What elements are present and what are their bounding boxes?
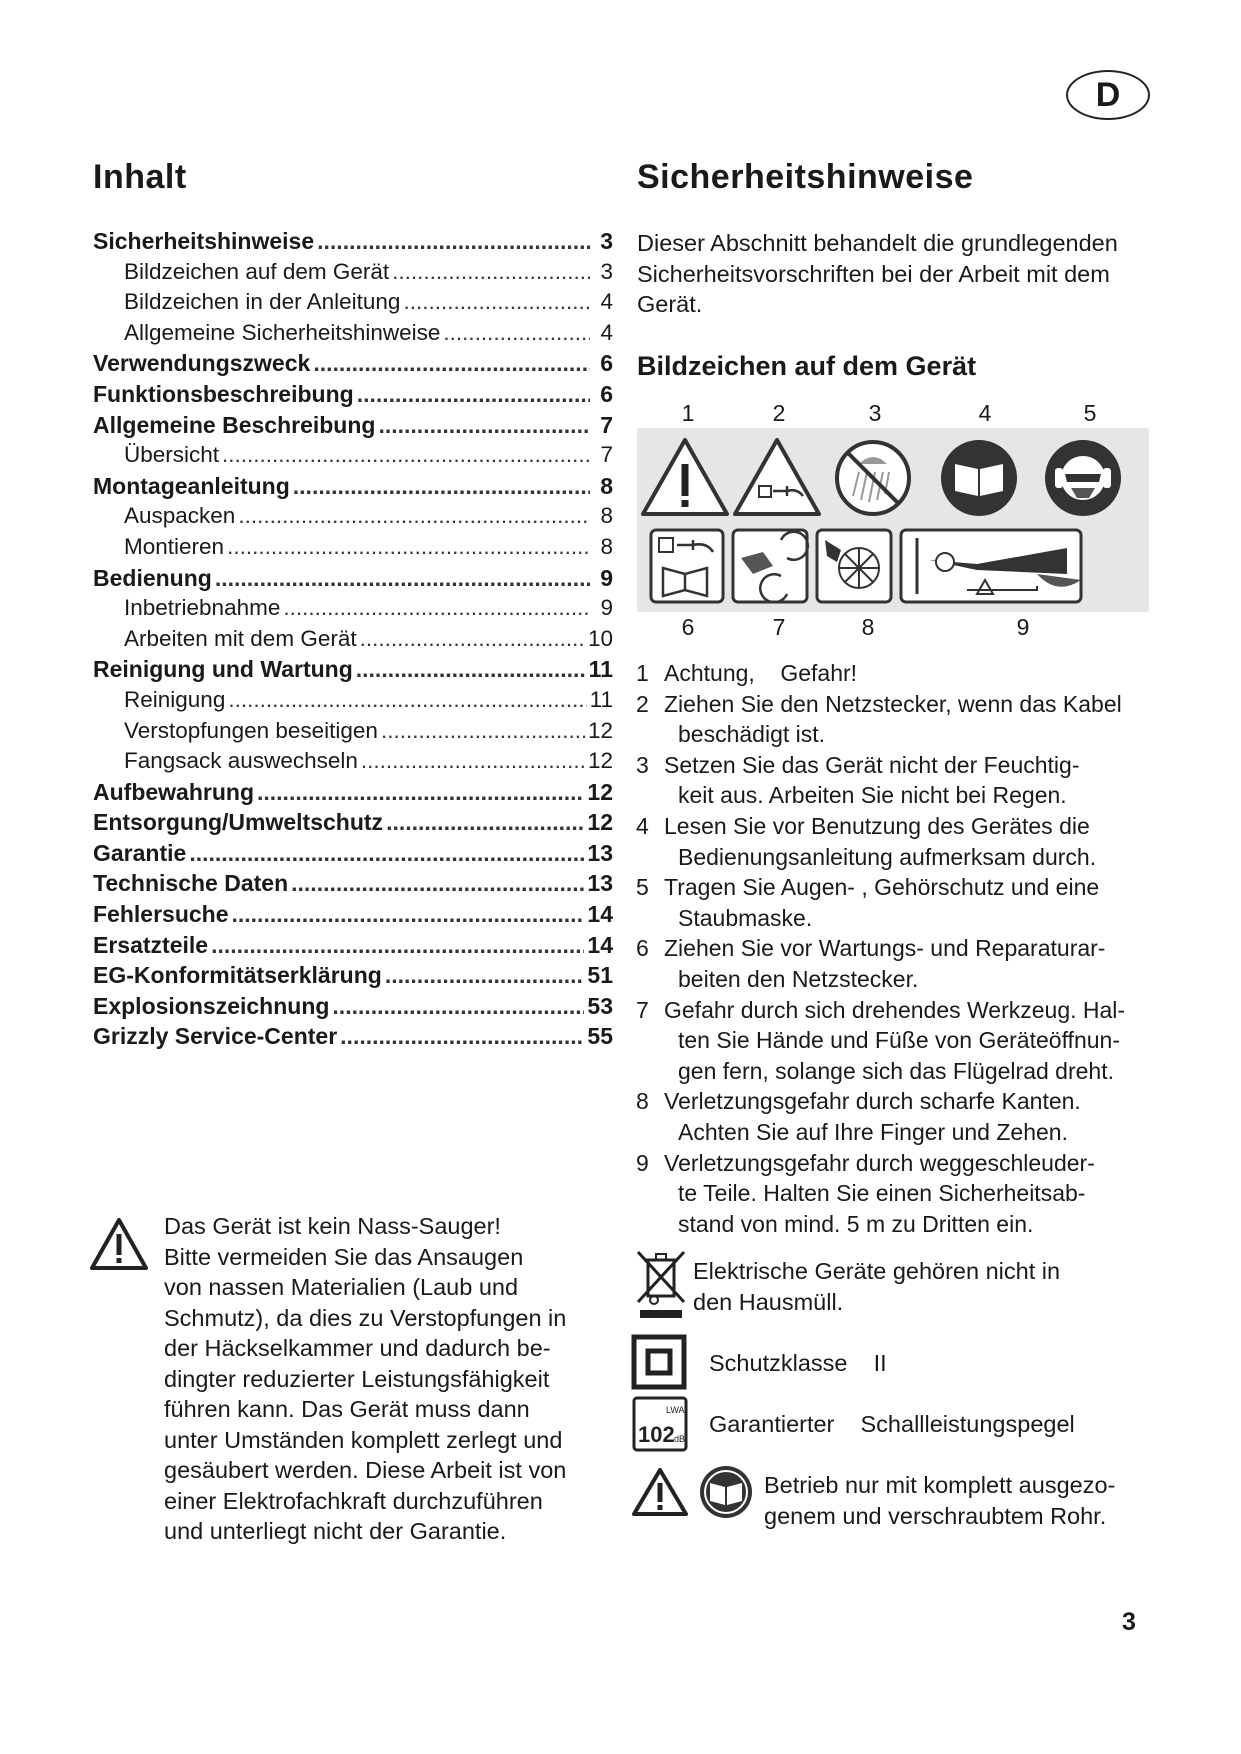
toc-page: 10 — [587, 625, 613, 651]
symbol-explanation-item — [636, 1148, 1156, 1240]
toc-page: 13 — [587, 839, 613, 866]
protection-class-text: Schutzklasse II — [709, 1350, 887, 1376]
item-line: beiten den Netzstecker. — [678, 965, 919, 992]
warning-line: der Häckselkammer und dadurch be- — [164, 1335, 551, 1361]
toc-leader — [211, 932, 584, 959]
toc-leader — [283, 595, 590, 621]
weee-line: Elektrische Geräte gehören nicht in — [693, 1258, 1061, 1284]
tube-line: Betrieb nur mit komplett ausgezo- — [764, 1472, 1116, 1498]
intro-line: Sicherheitsvorschriften bei der Arbeit mit dem — [637, 260, 1110, 287]
toc-entry — [93, 840, 613, 871]
symbol-explanation-item — [636, 995, 1156, 1087]
toc-label: EG-Konformitätserklärung — [93, 962, 382, 989]
toc-label: Montageanleitung — [93, 472, 290, 499]
toc-leader — [340, 1023, 584, 1050]
sound-level-text: Garantierter Schallleistungspegel — [709, 1411, 1075, 1437]
warning-line: unter Umständen komplett zerlegt und — [164, 1426, 563, 1453]
item-line: Setzen Sie das Gerät nicht der Feuchtig- — [664, 751, 1080, 778]
table-of-contents — [93, 228, 613, 1054]
item-number: 6 — [636, 935, 649, 962]
protection-class-ii-icon — [631, 1334, 687, 1390]
manual-book-icon — [698, 1464, 754, 1520]
toc-page: 9 — [600, 595, 613, 621]
toc-entry — [93, 412, 613, 443]
tube-text — [764, 1470, 1164, 1531]
item-line: te Teile. Halten Sie einen Sicherheitsab- — [678, 1180, 1086, 1207]
toc-leader — [222, 442, 590, 468]
safety-intro — [637, 228, 1157, 320]
toc-leader — [360, 626, 585, 652]
toc-label: Fangsack auswechseln — [124, 748, 358, 774]
toc-label: Bedienung — [93, 564, 212, 591]
intro-line: Gerät. — [637, 291, 703, 317]
toc-leader — [238, 503, 590, 529]
item-line: stand von mind. 5 m zu Dritten ein. — [678, 1210, 1034, 1237]
toc-page: 9 — [600, 564, 613, 591]
toc-entry — [93, 779, 613, 810]
symbol-explanation-item — [636, 750, 1156, 811]
toc-label: Arbeiten mit dem Gerät — [124, 625, 357, 651]
item-number: 1 — [636, 660, 649, 686]
toc-label: Allgemeine Sicherheitshinweise — [124, 319, 441, 345]
item-line: Verletzungsgefahr durch scharfe Kanten. — [664, 1088, 1081, 1115]
weee-text — [693, 1256, 1153, 1317]
toc-subentry — [93, 687, 613, 718]
toc-label: Bildzeichen auf dem Gerät — [124, 258, 390, 284]
toc-page: 3 — [600, 228, 613, 254]
toc-subentry — [93, 320, 613, 351]
warning-line: einer Elektrofachkraft durchzuführen — [164, 1487, 543, 1514]
toc-label: Garantie — [93, 839, 187, 866]
toc-leader — [443, 320, 590, 346]
toc-label: Grizzly Service-Center — [93, 1023, 338, 1050]
toc-page: 6 — [600, 380, 613, 407]
item-line: Bedienungsanleitung aufmerksam durch. — [678, 843, 1097, 870]
toc-entry — [93, 565, 613, 596]
toc-label: Verstopfungen beseitigen — [124, 717, 378, 743]
intro-line: Dieser Abschnitt behandelt die grundlegenden — [637, 230, 1118, 256]
toc-label: Reinigung — [124, 686, 226, 712]
toc-entry — [93, 901, 613, 932]
toc-subentry — [93, 442, 613, 473]
item-number: 8 — [636, 1088, 649, 1115]
item-line: Lesen Sie vor Benutzung des Gerätes die — [664, 812, 1090, 839]
toc-label: Übersicht — [124, 442, 220, 468]
toc-leader — [332, 993, 584, 1020]
toc-leader — [385, 962, 585, 989]
toc-page: 11 — [588, 656, 613, 683]
toc-page: 51 — [587, 962, 613, 989]
toc-entry — [93, 228, 613, 259]
toc-leader — [215, 565, 590, 592]
warning-line: und unterliegt nicht der Garantie. — [164, 1518, 507, 1544]
toc-page: 4 — [600, 319, 613, 345]
toc-label: Aufbewahrung — [93, 778, 254, 805]
item-number: 7 — [636, 996, 649, 1023]
protective-gear-icon — [1045, 440, 1121, 516]
toc-page: 6 — [600, 350, 613, 377]
toc-label: Reinigung und Wartung — [93, 656, 353, 683]
symbols-title: Bildzeichen auf dem Gerät — [637, 351, 977, 381]
thrown-objects-icon — [901, 530, 1081, 602]
language-badge: D — [1066, 70, 1150, 120]
toc-page: 8 — [600, 533, 613, 559]
toc-subentry — [93, 289, 613, 320]
toc-page: 14 — [587, 901, 613, 928]
toc-leader — [293, 473, 590, 500]
toc-leader — [189, 840, 584, 867]
no-rain-icon — [837, 442, 909, 514]
toc-leader — [317, 228, 590, 255]
toc-page: 7 — [600, 442, 613, 468]
sound-level-label: LWA — [666, 1405, 685, 1415]
item-line: Ziehen Sie den Netzstecker, wenn das Kabel — [664, 690, 1122, 717]
weee-bin-icon — [634, 1250, 688, 1322]
item-number: 9 — [636, 1149, 649, 1176]
toc-leader — [232, 901, 585, 928]
toc-page: 8 — [600, 503, 613, 529]
toc-page: 14 — [587, 931, 613, 958]
toc-page: 4 — [600, 289, 613, 315]
item-line: gen fern, solange sich das Flügelrad dreht. — [678, 1057, 1114, 1084]
toc-entry — [93, 993, 613, 1024]
weee-line: den Hausmüll. — [693, 1288, 844, 1315]
warning-triangle-icon — [88, 1216, 150, 1272]
toc-label: Allgemeine Beschreibung — [93, 411, 376, 438]
symbol-number: 4 — [978, 400, 992, 426]
wet-material-warning — [164, 1211, 634, 1547]
symbol-explanation-item — [636, 689, 1156, 750]
toc-label: Ersatzteile — [93, 931, 209, 958]
toc-page: 11 — [589, 686, 613, 712]
toc-entry — [93, 1023, 613, 1054]
toc-leader — [357, 381, 590, 408]
symbol-number: 2 — [772, 400, 786, 426]
item-number: 5 — [636, 874, 649, 901]
warning-line: von nassen Materialien (Laub und — [164, 1274, 519, 1300]
toc-page: 55 — [587, 1023, 613, 1050]
symbol-explanations — [636, 658, 1156, 1239]
symbol-number: 9 — [1016, 614, 1030, 640]
item-line: keit aus. Arbeiten Sie nicht bei Regen. — [678, 782, 1067, 809]
toc-entry — [93, 350, 613, 381]
toc-label: Funktionsbeschreibung — [93, 380, 354, 407]
unplug-maintenance-icon — [651, 530, 723, 602]
item-line: Gefahr durch sich drehendes Werkzeug. Hal- — [664, 996, 1126, 1023]
symbol-number: 5 — [1083, 400, 1097, 426]
item-line: Ziehen Sie vor Wartungs- und Reparaturar- — [664, 935, 1106, 962]
toc-title: Inhalt — [93, 158, 187, 196]
warning-line: Das Gerät ist kein Nass-Sauger! — [164, 1213, 501, 1239]
toc-page: 12 — [587, 778, 613, 805]
warning-line: Schmutz), da dies zu Verstopfungen in — [164, 1304, 567, 1331]
warning-symbol-icon — [643, 440, 727, 514]
tube-warning-icon — [632, 1466, 688, 1518]
toc-subentry — [93, 626, 613, 657]
warning-line: dingter reduzierter Leistungsfähigkeit — [164, 1365, 550, 1392]
rotating-tool-icon — [733, 530, 808, 602]
toc-leader — [378, 412, 590, 439]
symbol-number: 6 — [681, 614, 695, 640]
symbol-explanation-item — [636, 933, 1156, 994]
symbol-explanation-item — [636, 1086, 1156, 1147]
item-number: 3 — [636, 751, 649, 778]
toc-leader — [392, 259, 590, 285]
symbol-explanation-item — [636, 658, 1156, 689]
sound-level-value: 102 — [638, 1422, 675, 1447]
toc-label: Explosionszeichnung — [93, 992, 330, 1019]
symbol-explanation-item — [636, 872, 1156, 933]
toc-label: Inbetriebnahme — [124, 595, 281, 621]
toc-page: 3 — [600, 258, 613, 284]
toc-leader — [381, 718, 585, 744]
item-line: Verletzungsgefahr durch weggeschleuder- — [664, 1149, 1095, 1176]
toc-page: 12 — [587, 717, 613, 743]
toc-subentry — [93, 534, 613, 565]
item-line: Achten Sie auf Ihre Finger und Zehen. — [678, 1118, 1068, 1145]
toc-leader — [291, 870, 584, 897]
toc-page: 8 — [600, 472, 613, 499]
toc-label: Entsorgung/Umweltschutz — [93, 809, 384, 836]
toc-subentry — [93, 259, 613, 290]
unplug-warning-icon — [735, 440, 819, 514]
toc-label: Auspacken — [124, 503, 236, 529]
toc-leader — [361, 748, 585, 774]
toc-subentry — [93, 718, 613, 749]
toc-entry — [93, 809, 613, 840]
toc-subentry — [93, 503, 613, 534]
item-number: 2 — [636, 690, 649, 717]
sound-level-icon — [632, 1396, 688, 1452]
toc-page: 12 — [587, 809, 613, 836]
toc-entry — [93, 473, 613, 504]
item-line: Tragen Sie Augen- , Gehörschutz und eine — [664, 874, 1100, 901]
toc-entry — [93, 656, 613, 687]
symbol-explanation-item — [636, 811, 1156, 872]
device-symbols-panel — [637, 428, 1149, 612]
toc-entry — [93, 870, 613, 901]
item-line: beschädigt ist. — [678, 721, 826, 748]
item-line: Achtung, Gefahr! — [664, 660, 858, 686]
item-line: ten Sie Hände und Füße von Geräteöffnun- — [678, 1027, 1120, 1054]
toc-label: Bildzeichen in der Anleitung — [124, 289, 401, 315]
toc-label: Verwendungszweck — [93, 350, 311, 377]
toc-leader — [356, 656, 586, 683]
toc-label: Montieren — [124, 533, 225, 559]
toc-entry — [93, 932, 613, 963]
toc-leader — [313, 350, 590, 377]
toc-label: Sicherheitshinweise — [93, 228, 315, 254]
warning-line: führen kann. Das Gerät muss dann — [164, 1396, 530, 1422]
toc-label: Technische Daten — [93, 870, 289, 897]
read-manual-icon — [941, 440, 1017, 516]
safety-title: Sicherheitshinweise — [637, 158, 974, 196]
item-number: 4 — [636, 812, 649, 839]
toc-entry — [93, 962, 613, 993]
toc-leader — [403, 289, 590, 315]
warning-line: Bitte vermeiden Sie das Ansaugen — [164, 1243, 524, 1270]
toc-subentry — [93, 595, 613, 626]
toc-subentry — [93, 748, 613, 779]
item-line: Staubmaske. — [678, 904, 813, 931]
toc-label: Fehlersuche — [93, 901, 229, 928]
warning-line: gesäubert werden. Diese Arbeit ist von — [164, 1457, 567, 1483]
symbol-number: 1 — [681, 400, 695, 426]
toc-entry — [93, 381, 613, 412]
toc-page: 7 — [600, 411, 613, 438]
toc-page: 13 — [587, 870, 613, 897]
toc-leader — [257, 779, 584, 806]
toc-leader — [386, 809, 584, 836]
toc-leader — [227, 534, 590, 560]
toc-page: 12 — [587, 748, 613, 774]
toc-leader — [228, 687, 586, 713]
sharp-edges-icon — [817, 530, 891, 602]
sound-level-unit: dB — [674, 1434, 686, 1444]
tube-line: genem und verschraubtem Rohr. — [764, 1502, 1107, 1529]
symbol-number: 8 — [861, 614, 875, 640]
toc-page: 53 — [587, 992, 613, 1019]
symbol-number: 3 — [868, 400, 882, 426]
page-number: 3 — [1122, 1608, 1136, 1636]
symbol-number: 7 — [772, 614, 786, 640]
